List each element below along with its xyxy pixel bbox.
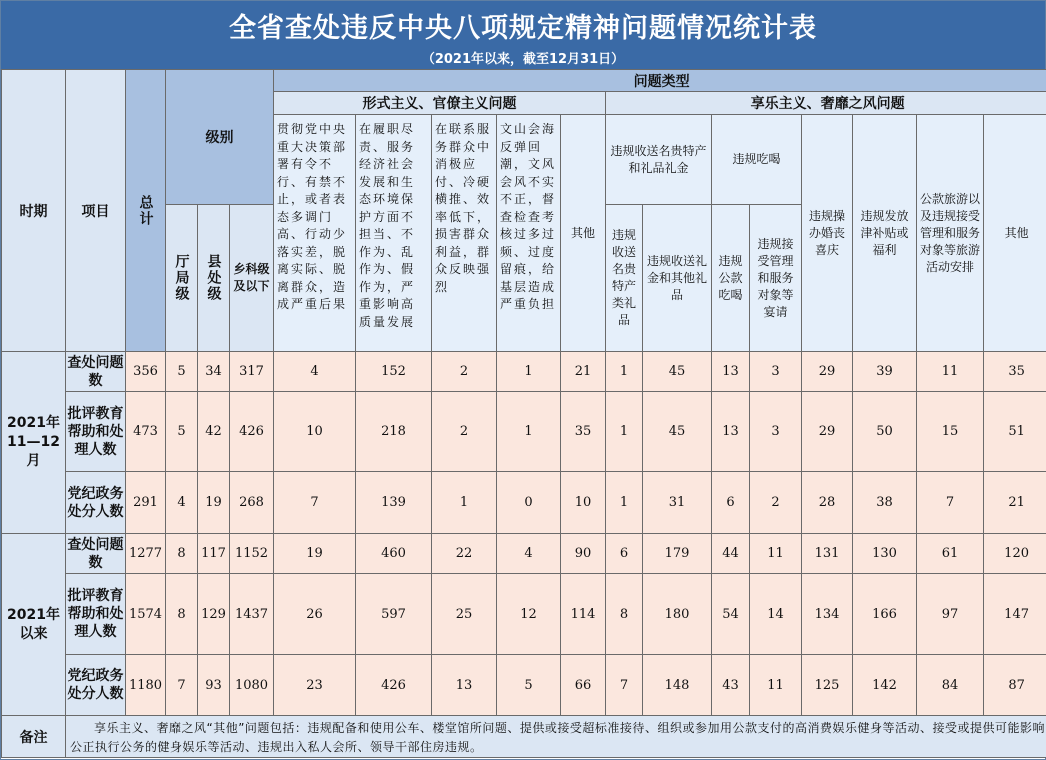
value-cell: 21: [561, 352, 606, 392]
value-cell: 29: [802, 392, 853, 472]
value-cell: 1152: [230, 534, 274, 574]
value-cell: 291: [126, 472, 166, 534]
value-cell: 8: [606, 574, 643, 655]
table-row: [2, 655, 1046, 716]
row-item-label: 党纪政务处分人数: [66, 655, 126, 716]
value-cell: 2: [432, 352, 497, 392]
value-cell: 10: [274, 392, 356, 472]
value-cell: 6: [712, 472, 750, 534]
value-cell: 19: [274, 534, 356, 574]
value-cell: 152: [356, 352, 432, 392]
row-item-label: 批评教育帮助和处理人数: [66, 574, 126, 655]
title-banner: [1, 1, 1045, 69]
value-cell: 4: [166, 472, 198, 534]
value-cell: 22: [432, 534, 497, 574]
value-cell: 26: [274, 574, 356, 655]
value-cell: 460: [356, 534, 432, 574]
value-cell: 6: [606, 534, 643, 574]
value-cell: 142: [853, 655, 917, 716]
value-cell: 426: [356, 655, 432, 716]
value-cell: 473: [126, 392, 166, 472]
table-subtitle: （2021年以来，截至12月31日）: [421, 52, 625, 67]
item-header: 项目: [66, 70, 126, 352]
value-cell: 25: [432, 574, 497, 655]
value-cell: 87: [984, 655, 1046, 716]
value-cell: 34: [198, 352, 230, 392]
dining-col-banquet: 违规接受管理和服务对象等宴请: [750, 205, 802, 352]
value-cell: 0: [497, 472, 561, 534]
level-col-ting-text: 厅局级: [173, 254, 190, 302]
value-cell: 31: [643, 472, 712, 534]
value-cell: 1574: [126, 574, 166, 655]
value-cell: 90: [561, 534, 606, 574]
value-cell: 8: [166, 574, 198, 655]
level-col-xian: [198, 205, 230, 352]
gift-col-cash: 违规收送礼金和其他礼品: [643, 205, 712, 352]
value-cell: 1: [606, 392, 643, 472]
value-cell: 13: [712, 392, 750, 472]
value-cell: 148: [643, 655, 712, 716]
value-cell: 19: [198, 472, 230, 534]
value-cell: 1: [497, 392, 561, 472]
value-cell: 11: [750, 655, 802, 716]
problem-type-header: 问题类型: [274, 70, 1046, 92]
value-cell: 1: [497, 352, 561, 392]
value-cell: 2: [432, 392, 497, 472]
value-cell: 1180: [126, 655, 166, 716]
value-cell: 129: [198, 574, 230, 655]
value-cell: 166: [853, 574, 917, 655]
value-cell: 218: [356, 392, 432, 472]
value-cell: 117: [198, 534, 230, 574]
formalism-col-3: 在联系服务群众中消极应付、冷硬横推、效率低下，损害群众利益，群众反映强烈: [432, 115, 497, 352]
table-title: 全省查处违反中央八项规定精神问题情况统计表: [229, 13, 817, 44]
level-header: 级别: [166, 70, 274, 205]
dining-col-public: 违规公款吃喝: [712, 205, 750, 352]
value-cell: 179: [643, 534, 712, 574]
value-cell: 5: [497, 655, 561, 716]
dining-group-header: 违规吃喝: [712, 115, 802, 205]
value-cell: 13: [432, 655, 497, 716]
value-cell: 426: [230, 392, 274, 472]
hedonism-col-other: 其他: [984, 115, 1046, 352]
value-cell: 317: [230, 352, 274, 392]
value-cell: 29: [802, 352, 853, 392]
value-cell: 11: [750, 534, 802, 574]
value-cell: 5: [166, 352, 198, 392]
gift-col-specialty: 违规收送名贵特产类礼品: [606, 205, 643, 352]
value-cell: 134: [802, 574, 853, 655]
statistics-table: [1, 69, 1046, 758]
value-cell: 5: [166, 392, 198, 472]
value-cell: 8: [166, 534, 198, 574]
value-cell: 1: [432, 472, 497, 534]
value-cell: 147: [984, 574, 1046, 655]
value-cell: 61: [917, 534, 984, 574]
row-item-label: 查处问题数: [66, 534, 126, 574]
row-item-label: 党纪政务处分人数: [66, 472, 126, 534]
value-cell: 35: [984, 352, 1046, 392]
value-cell: 1277: [126, 534, 166, 574]
value-cell: 130: [853, 534, 917, 574]
value-cell: 114: [561, 574, 606, 655]
gift-group-header: 违规收送名贵特产和礼品礼金: [606, 115, 712, 205]
level-col-xian-text: 县处级: [205, 254, 222, 302]
value-cell: 4: [497, 534, 561, 574]
value-cell: 11: [917, 352, 984, 392]
value-cell: 180: [643, 574, 712, 655]
hedonism-col-weddings: 违规操办婚丧喜庆: [802, 115, 853, 352]
note-text: 享乐主义、奢靡之风“其他”问题包括：违规配备和使用公车、楼堂馆所问题、提供或接受超标准接待、组织或参加用公款支付的高消费娱乐健身等活动、接受或提供可能影响公正执行公务的健身娱乐等活动、违规出入私人会所、领导干部住房违规。: [66, 716, 1046, 758]
total-header: [126, 70, 166, 352]
formalism-col-4: 文山会海反弹回潮，文风会风不实不正，督查检查考核过多过频、过度留痕，给基层造成严重负担: [497, 115, 561, 352]
value-cell: 1: [606, 472, 643, 534]
value-cell: 12: [497, 574, 561, 655]
value-cell: 38: [853, 472, 917, 534]
level-col-xiang: 乡科级及以下: [230, 205, 274, 352]
value-cell: 50: [853, 392, 917, 472]
value-cell: 356: [126, 352, 166, 392]
value-cell: 1437: [230, 574, 274, 655]
value-cell: 1: [606, 352, 643, 392]
formalism-col-1: 贯彻党中央重大决策部署有令不行、有禁不止，或者表态多调门高、行动少落实差，脱离实际、脱离群众，造成严重后果: [274, 115, 356, 352]
value-cell: 45: [643, 392, 712, 472]
row-item-label: 批评教育帮助和处理人数: [66, 392, 126, 472]
value-cell: 42: [198, 392, 230, 472]
total-header-text: 总计: [137, 194, 154, 227]
value-cell: 3: [750, 392, 802, 472]
value-cell: 13: [712, 352, 750, 392]
period-label-cumulative: 2021年以来: [2, 534, 66, 716]
value-cell: 268: [230, 472, 274, 534]
hedonism-header: 享乐主义、奢靡之风问题: [606, 92, 1046, 115]
value-cell: 51: [984, 392, 1046, 472]
hedonism-col-subsidies: 违规发放津补贴或福利: [853, 115, 917, 352]
table-row: [2, 392, 1046, 472]
value-cell: 7: [606, 655, 643, 716]
formalism-header: 形式主义、官僚主义问题: [274, 92, 606, 115]
value-cell: 120: [984, 534, 1046, 574]
table-row: [2, 534, 1046, 574]
value-cell: 4: [274, 352, 356, 392]
period-header: 时期: [2, 70, 66, 352]
value-cell: 35: [561, 392, 606, 472]
table-row: [2, 472, 1046, 534]
value-cell: 597: [356, 574, 432, 655]
value-cell: 43: [712, 655, 750, 716]
value-cell: 23: [274, 655, 356, 716]
value-cell: 44: [712, 534, 750, 574]
formalism-col-other: 其他: [561, 115, 606, 352]
note-label: 备注: [2, 716, 66, 758]
row-item-label: 查处问题数: [66, 352, 126, 392]
value-cell: 15: [917, 392, 984, 472]
value-cell: 7: [166, 655, 198, 716]
value-cell: 10: [561, 472, 606, 534]
value-cell: 7: [274, 472, 356, 534]
value-cell: 3: [750, 352, 802, 392]
value-cell: 21: [984, 472, 1046, 534]
value-cell: 66: [561, 655, 606, 716]
formalism-col-2: 在履职尽责、服务经济社会发展和生态环境保护方面不担当、不作为、乱作为、假作为，严重影响高质量发展: [356, 115, 432, 352]
value-cell: 14: [750, 574, 802, 655]
value-cell: 7: [917, 472, 984, 534]
value-cell: 125: [802, 655, 853, 716]
level-col-ting: [166, 205, 198, 352]
value-cell: 54: [712, 574, 750, 655]
table-row: [2, 574, 1046, 655]
value-cell: 139: [356, 472, 432, 534]
value-cell: 93: [198, 655, 230, 716]
table-row: [2, 352, 1046, 392]
value-cell: 2: [750, 472, 802, 534]
value-cell: 84: [917, 655, 984, 716]
period-label-recent: 2021年11—12月: [2, 352, 66, 534]
value-cell: 28: [802, 472, 853, 534]
note-row: [2, 716, 1046, 758]
hedonism-col-tourism: 公款旅游以及违规接受管理和服务对象等旅游活动安排: [917, 115, 984, 352]
value-cell: 39: [853, 352, 917, 392]
value-cell: 131: [802, 534, 853, 574]
value-cell: 45: [643, 352, 712, 392]
value-cell: 97: [917, 574, 984, 655]
value-cell: 1080: [230, 655, 274, 716]
